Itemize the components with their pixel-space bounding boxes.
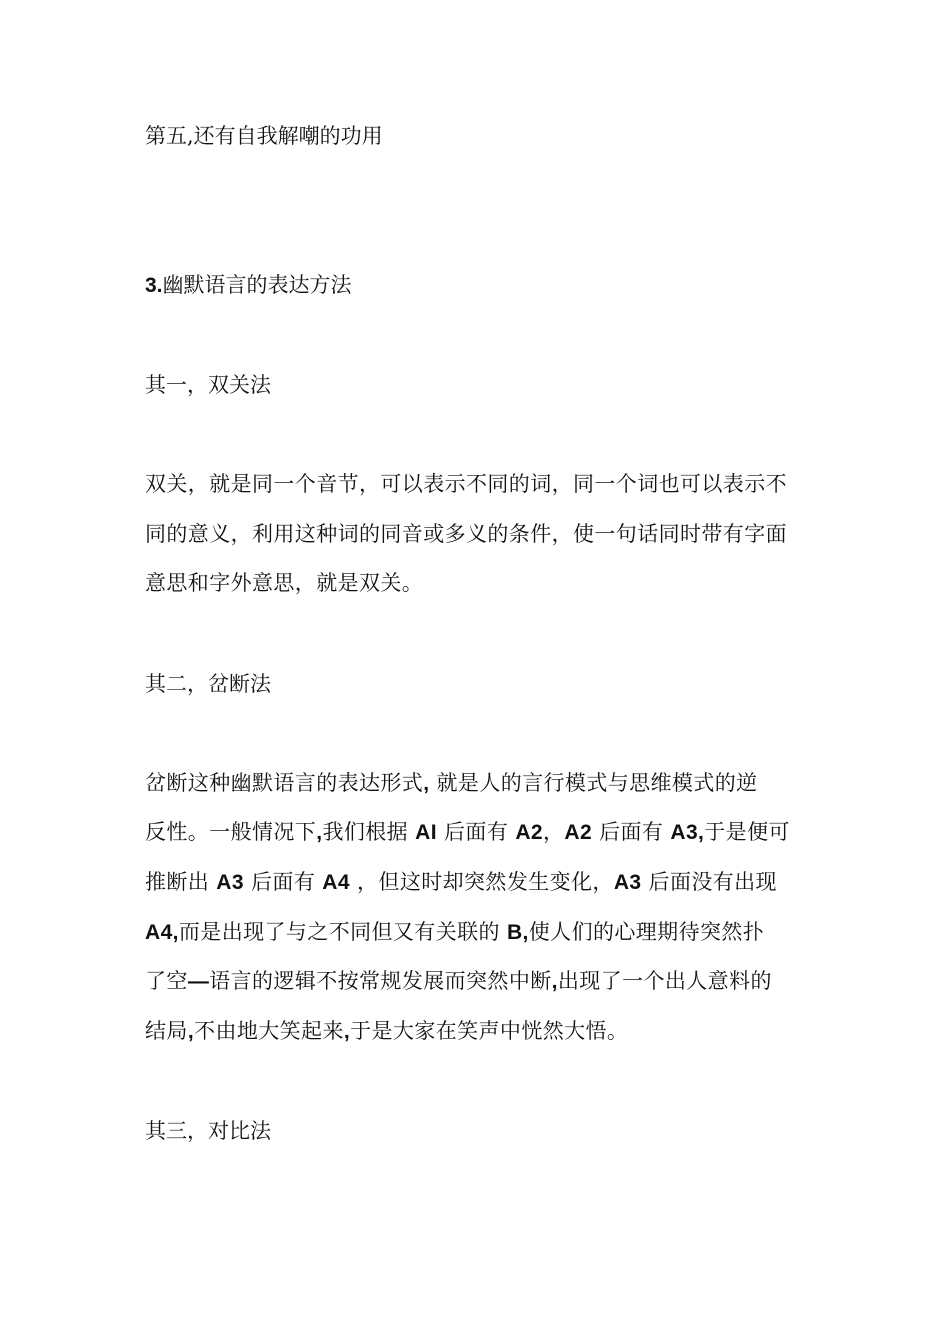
text-run: AI [415,821,437,844]
text-run: A4, [145,921,179,944]
text-run: 出现了一个出人意料的 [557,969,772,993]
text-run: 语言的逻辑不按常规发展而突然中断 [209,969,552,993]
text-run: , [551,970,558,993]
text-line: 意思和字外意思，就是双关。 [145,571,424,595]
text-run: ，但这时却突然发生变化， [349,870,614,894]
text-line [145,917,764,948]
text-line: 同的意义，利用这种词的同音或多义的条件，使一句话同时带有字面 [145,522,787,546]
text-run: , [316,821,323,844]
text-line [145,966,772,997]
text-run: 了空 [145,969,188,993]
text-run: 后面没有出现 [641,870,777,894]
text-run: 使人们的心理期待突然扑 [528,920,765,944]
text-run: A3, [670,821,705,844]
text-run: 于是便可 [704,820,790,844]
text-run: 于是大家在笑声中恍然大悟。 [350,1019,629,1043]
text-run: 结局 [145,1019,188,1043]
text-run: — [187,970,210,993]
text-run: 后面有 [436,820,516,844]
text-run: 而是出现了与之不同但又有关联的 [178,920,507,944]
text-run: 后面有 [243,870,323,894]
text-run: 我们根据 [322,820,416,844]
method-1-title: 其一，双关法 [145,373,271,397]
text-run: 后面有 [592,820,671,844]
text-run: A3 [613,871,642,894]
text-run: 推断出 [145,870,217,894]
method-2-title: 其二，岔断法 [145,672,271,696]
text-run: , [187,1020,195,1043]
text-run: ， [542,820,565,844]
text-line [145,817,790,848]
text-run: 岔断这种幽默语言的表达形式 [145,771,424,795]
text-line [145,1016,628,1047]
section-heading [145,270,352,301]
text-line [145,867,777,898]
heading-text: 幽默语言的表达方法 [162,273,352,297]
text-run: 就是人的言行模式与思维模式的逆 [429,771,758,795]
text-line: 双关，就是同一个音节，可以表示不同的词，同一个词也可以表示不 [145,472,787,496]
text-run: 反性。一般情况下 [145,820,317,844]
text-run: 不由地大笑起来 [194,1019,344,1043]
text-run: , [343,1020,351,1043]
text-run: A3 [216,871,244,894]
text-run: A2 [515,821,543,844]
text-run: , [423,772,430,795]
text-run: A4 [322,871,350,894]
text-run: B, [506,921,529,944]
text-line [145,768,758,799]
paragraph-self-mockery: 第五,还有自我解嘲的功用 [145,124,383,148]
method-3-title: 其三，对比法 [145,1119,271,1143]
heading-number: 3. [145,274,163,297]
text-run: A2 [564,821,593,844]
